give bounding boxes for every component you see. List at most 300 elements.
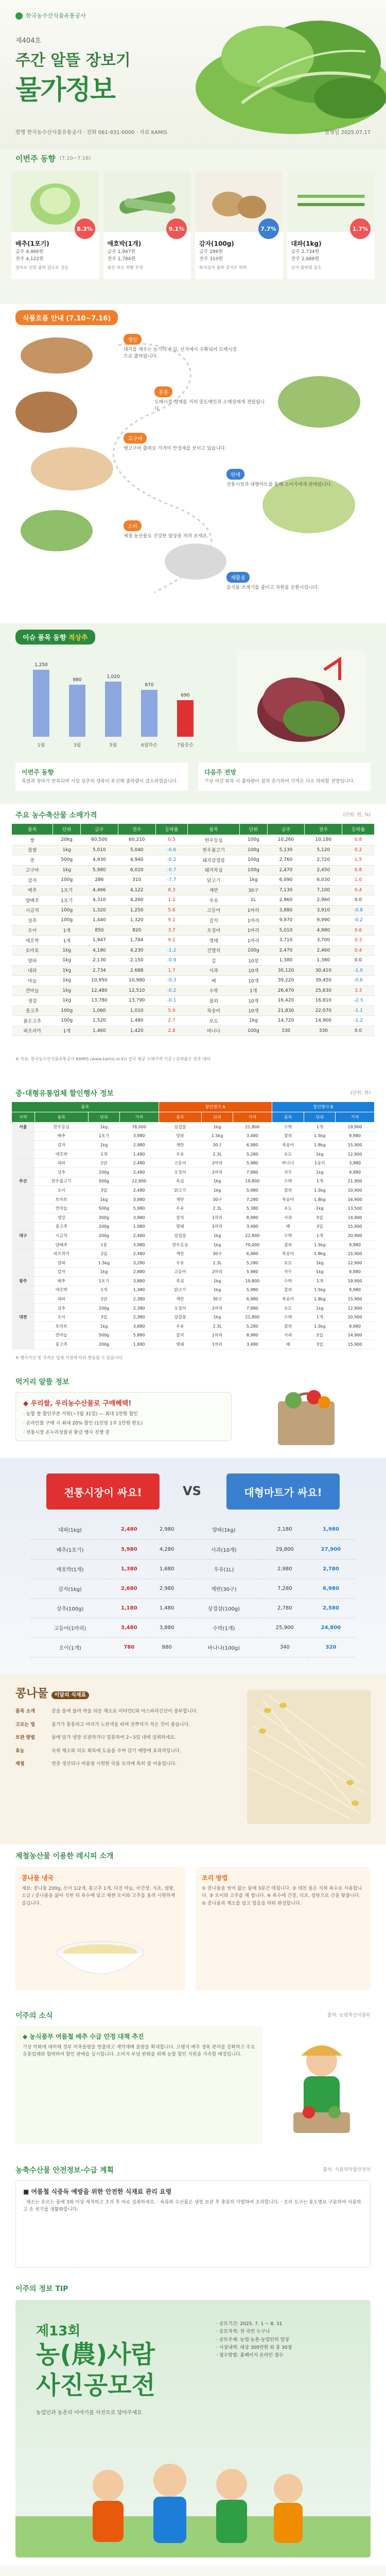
table-cell: 2.7	[155, 1016, 188, 1026]
table-cell: 14,720	[267, 1016, 305, 1026]
table-row	[12, 835, 375, 845]
table-row	[12, 1186, 375, 1195]
table-cell: 300g	[89, 1213, 120, 1222]
table-cell: 2입	[89, 1249, 120, 1259]
issue-number: 제404호	[15, 37, 41, 45]
table-cell: 3입	[89, 1313, 120, 1322]
market-row	[31, 1520, 355, 1539]
table-cell: 배	[188, 976, 240, 986]
item-prev: 전주 310원	[199, 256, 223, 262]
market-cell: 880	[149, 1637, 185, 1657]
table-row	[12, 986, 375, 996]
table-cell: 30구	[202, 1295, 233, 1304]
table-cell: 5,980	[233, 1159, 272, 1168]
card-title: 이번주 동향	[22, 769, 54, 776]
contest-title-line2: 사진공모전	[36, 2371, 155, 2400]
table-cell: 19,900	[336, 1123, 375, 1132]
market-cell: 3,880	[149, 1618, 185, 1637]
table-row	[12, 976, 375, 986]
chart-value-label: 690	[181, 692, 190, 698]
table-cell: 7,980	[233, 1303, 272, 1313]
table-cell: 양배추	[12, 895, 53, 906]
market-row	[31, 1618, 355, 1637]
table-cell: 200g	[89, 1231, 120, 1241]
column-header: 등락률	[155, 824, 188, 835]
node-label: 고구마	[124, 433, 147, 444]
table-cell: 붉은고추	[12, 1016, 53, 1026]
table-cell: 한우불고기	[188, 845, 240, 855]
contest-title-line1: 농(農)사람	[36, 2340, 155, 2369]
market-cell: 340	[263, 1637, 307, 1657]
table-cell: 포도	[272, 1303, 304, 1313]
table-cell: 1,480	[118, 1016, 155, 1026]
table-cell: 19,900	[336, 1277, 375, 1286]
table-cell: 배	[272, 1222, 304, 1231]
table-cell: 1.5	[342, 855, 375, 866]
table-row	[12, 925, 375, 936]
item-desc: 하지감자 출하 증가로 하락	[199, 265, 247, 270]
table-cell: 돼지목심	[188, 865, 240, 875]
week-heading-title: 이번주 동향	[15, 154, 56, 163]
table-cell: 1마리	[240, 905, 268, 916]
market-row	[31, 1539, 355, 1559]
region-cell	[12, 1213, 35, 1222]
week-items	[11, 171, 375, 279]
table-cell: 명태	[159, 1222, 202, 1231]
table-row	[12, 1026, 375, 1036]
table-cell: 1,250	[118, 905, 155, 916]
ingredient-info-row	[15, 1722, 232, 1729]
item-prev: 전주 4,122원	[15, 256, 44, 262]
table-cell: 5,980	[119, 1204, 159, 1213]
table-cell: 10,260	[267, 835, 305, 845]
table-cell: 9.1	[155, 916, 188, 926]
table-cell: 5,120	[305, 845, 342, 855]
chart-value-label: 980	[73, 677, 82, 683]
table-cell: 10개	[240, 976, 268, 986]
table-cell: -0.1	[155, 996, 188, 1006]
soup-bowl-icon	[51, 1927, 149, 1984]
page-subtitle: 주간 알뜰 장보기	[15, 52, 131, 70]
market-cell: 29,800	[263, 1539, 307, 1559]
market-cell: 2,480	[109, 1520, 149, 1539]
lettuce-photo	[237, 649, 365, 752]
table-cell: 1,010	[118, 1006, 155, 1016]
table-cell: 3,880	[119, 1277, 159, 1286]
table-row	[12, 945, 375, 956]
ingredient-info-row	[15, 1761, 232, 1768]
table-cell: 2,760	[267, 855, 305, 866]
vs-label: VS	[183, 1484, 201, 1498]
table-cell: 8,980	[233, 1213, 272, 1222]
chart-x-label: 5월	[109, 743, 117, 748]
table-cell: 9.1	[155, 936, 188, 946]
issue-heading	[15, 630, 95, 645]
column-header: 금주	[80, 824, 118, 835]
table-cell: 배추	[34, 1131, 89, 1141]
table-cell: 5,010	[80, 845, 118, 855]
table-cell: 9,970	[267, 916, 305, 926]
table-cell: 12,900	[336, 1258, 375, 1267]
table-cell: 갈치	[159, 1331, 202, 1340]
table-cell: 5,280	[233, 1258, 272, 1267]
node-text: 대지를 깨우는 농가의 손길, 산지에서 수확되어 도매시장으로 출하됩니다.	[124, 347, 237, 360]
issue-card-this-week	[15, 762, 188, 791]
table-cell: 양배추	[34, 1240, 89, 1249]
table-row	[12, 1313, 375, 1322]
week-item-potato	[195, 171, 283, 279]
table-cell: 1,320	[118, 916, 155, 926]
table-cell: 2,470	[267, 945, 305, 956]
ingredient-info-row	[15, 1735, 232, 1742]
table-cell: 13,500	[336, 1204, 375, 1213]
retail-price-section	[0, 804, 386, 1082]
market-cell: 양파(1kg)	[185, 1520, 263, 1539]
table-cell: 9,980	[336, 1240, 375, 1249]
table-cell: 100g	[53, 875, 81, 886]
table-cell: 0.2	[342, 845, 375, 855]
item-desc: 산지 출하량 감소	[291, 265, 322, 270]
table-cell: 3,910	[305, 905, 342, 916]
region-cell	[12, 1322, 35, 1331]
table-cell: 5.6	[155, 905, 188, 916]
table-cell: 계란	[159, 1295, 202, 1304]
tips-banner-section	[0, 1370, 386, 1458]
table-cell: 2,480	[119, 1167, 159, 1177]
market-cell: 상추(100g)	[31, 1598, 109, 1618]
contest-poster[interactable]	[15, 2300, 371, 2557]
table-cell: 6,020	[118, 865, 155, 875]
region-cell	[12, 1295, 35, 1304]
chart-x-label: 1월	[37, 743, 45, 748]
table-cell: 1단	[89, 1159, 120, 1168]
table-cell: 1,440	[80, 916, 118, 926]
node-text: 제철 농산물로 건강한 밥상을 차려 보세요.	[124, 534, 208, 539]
chart-bar	[105, 682, 121, 737]
table-cell: 생강	[12, 996, 53, 1006]
table-cell: -0.8	[342, 905, 375, 916]
table-cell: 한우등심	[188, 835, 240, 845]
table-cell: 깐마늘	[34, 1331, 89, 1340]
news-box	[15, 2026, 262, 2144]
table-cell: 100g	[240, 945, 268, 956]
table-cell: 자두	[272, 1267, 304, 1277]
table-cell: 4,940	[118, 855, 155, 866]
market-cell: 320	[307, 1637, 355, 1657]
price-table-title: 주요 농수축산물 소매가격	[15, 811, 97, 820]
large-mart-cheaper: 대형마트가 싸요!	[226, 1473, 340, 1510]
table-cell: 시금치	[12, 905, 53, 916]
info-key: 보관 방법	[15, 1735, 35, 1740]
table-cell: 갈치	[159, 1213, 202, 1222]
table-cell: -0.7	[155, 865, 188, 875]
header-section	[0, 0, 386, 149]
table-cell: 1.5kg	[89, 1258, 120, 1267]
region-cell: 부산	[12, 1177, 35, 1186]
table-cell: 1kg	[89, 1322, 120, 1331]
table-cell: 1마리	[202, 1213, 233, 1222]
region-cell	[12, 1186, 35, 1195]
table-cell: 1,784	[118, 936, 155, 946]
table-cell: 갈치	[188, 916, 240, 926]
recipe-dish-name: 콩나물 냉국	[22, 1874, 54, 1882]
table-cell: 참외	[272, 1322, 304, 1331]
ingredient-info-row	[15, 1708, 232, 1716]
market-row	[31, 1637, 355, 1657]
table-cell: 오징어	[188, 925, 240, 936]
chain-node-sweet-potato	[124, 433, 237, 452]
issue-heading-a: 이슈 품목 동향	[23, 634, 66, 642]
market-cell: 고등어(1마리)	[31, 1618, 109, 1637]
table-cell: 12,510	[118, 986, 155, 996]
table-cell: -0.3	[155, 976, 188, 986]
week-item-zucchini	[103, 171, 191, 279]
table-cell: 1kg	[202, 1177, 233, 1186]
table-cell: 오이	[12, 925, 53, 936]
table-cell: 10,980	[118, 976, 155, 986]
table-row	[12, 1258, 375, 1267]
table-cell: 5.0	[155, 1006, 188, 1016]
chain-node-produce	[124, 334, 237, 360]
table-cell: 삼겹살	[159, 1231, 202, 1241]
table-cell: 1개	[89, 1149, 120, 1159]
column-header: 금주	[267, 824, 305, 835]
table-cell: 1kg	[304, 1267, 336, 1277]
recipe-steps-title: 조리 방법	[202, 1874, 228, 1882]
table-cell: 1kg	[304, 1204, 336, 1213]
ingredient-info-list	[15, 1708, 232, 1774]
table-cell: 고등어	[159, 1159, 202, 1168]
table-cell: 39,220	[267, 976, 305, 986]
table-cell: 13,790	[118, 996, 155, 1006]
table-cell: 22,900	[119, 1177, 159, 1186]
table-cell: 12,480	[80, 986, 118, 996]
node-label: 생산	[124, 334, 142, 345]
table-row	[12, 956, 375, 966]
table-cell: 0.0	[342, 956, 375, 966]
table-cell: 21,800	[233, 1123, 272, 1132]
table-cell: 명태	[159, 1340, 202, 1349]
table-cell: 8.3	[155, 885, 188, 895]
info-value: 줄기가 통통하고 머리가 노란색을 띠며 잔뿌리가 적은 것이 좋습니다.	[51, 1722, 190, 1727]
safety-source: 출처: 식품의약품안전처	[323, 2167, 371, 2173]
table-row	[12, 1231, 375, 1241]
table-cell: 우유	[188, 895, 240, 906]
table-row	[12, 1222, 375, 1231]
table-cell: 6,980	[233, 1249, 272, 1259]
market-cell: 사과(10개)	[185, 1539, 263, 1559]
table-cell: 15,900	[336, 1222, 375, 1231]
table-cell: 삼겹살	[159, 1313, 202, 1322]
table-cell: 2,980	[119, 1141, 159, 1150]
table-cell: 21,830	[267, 1006, 305, 1016]
recipe-ingredients-text: 재료: 콩나물 200g, 오이 1/2개, 홍고추 1개, 다진 마늘, 국간장, 식초, 설탕, 소금 / 콩나물을 삶아 식힌 뒤 육수에 넣고 채썬 오이와 고추를 올려 시원하게 즐깁니다.	[22, 1886, 176, 1906]
table-cell: 시금치	[34, 1231, 89, 1241]
table-cell: 한우불고기	[34, 1177, 89, 1186]
table-cell: 1.8kg	[304, 1295, 336, 1304]
table-cell: 1개	[304, 1277, 336, 1286]
table-cell: 1개	[240, 986, 268, 996]
table-cell: 애호박	[34, 1285, 89, 1295]
table-cell: 5,280	[233, 1322, 272, 1331]
item-prev: 전주 2,688원	[291, 256, 320, 262]
column-header: 품목	[34, 1112, 89, 1123]
table-cell: 대파	[12, 965, 53, 976]
table-cell: 1kg	[304, 1167, 336, 1177]
node-label: 판매	[226, 469, 244, 480]
table-cell: 7,280	[233, 1195, 272, 1204]
table-cell: 파프리카	[12, 1026, 53, 1036]
table-cell: 6,030	[305, 875, 342, 886]
table-cell: 9,980	[336, 1167, 375, 1177]
week-heading	[0, 149, 386, 167]
table-cell: 6,980	[233, 1141, 272, 1150]
column-header: 전주	[118, 824, 155, 835]
region-cell	[12, 1149, 35, 1159]
table-cell: 닭고기	[159, 1285, 202, 1295]
region-cell	[12, 1141, 35, 1150]
table-cell: 2,480	[119, 1249, 159, 1259]
table-cell: 2마리	[202, 1303, 233, 1313]
table-cell: 9,980	[336, 1131, 375, 1141]
table-cell: 1,880	[119, 1340, 159, 1349]
news-title: ◆ 농식품부 여름철 배추 수급 안정 대책 추진	[23, 2033, 144, 2040]
table-cell: 복숭아	[272, 1195, 304, 1204]
info-key: 제철	[15, 1761, 25, 1767]
table-cell: 2,380	[119, 1303, 159, 1313]
table-cell: 2,720	[305, 855, 342, 866]
table-cell: 19,800	[233, 1177, 272, 1186]
table-cell: 오징어	[159, 1167, 202, 1177]
publish-date: 발행일 2025.07.17	[324, 130, 371, 135]
table-cell: 2.3L	[202, 1204, 233, 1213]
table-row	[12, 845, 375, 855]
discount-table	[11, 1101, 375, 1349]
table-cell: 목심	[159, 1177, 202, 1186]
table-cell: 닭고기	[159, 1186, 202, 1195]
column-header: 가격	[119, 1112, 159, 1123]
table-cell: 1개	[53, 936, 81, 946]
chart-value-label: 1,250	[34, 663, 48, 668]
table-cell: 6,090	[267, 875, 305, 886]
table-cell: 16,900	[336, 1195, 375, 1204]
safety-box	[15, 2180, 371, 2268]
table-cell: 참외	[272, 1240, 304, 1249]
table-cell: 1kg	[53, 976, 81, 986]
table-cell: -1.0	[342, 965, 375, 976]
item-name: 대파(1kg)	[291, 240, 322, 247]
table-cell: 1kg	[53, 845, 81, 855]
table-cell: 1,460	[80, 1026, 118, 1036]
table-cell: -1.2	[342, 1016, 375, 1026]
table-cell: 5,980	[233, 1285, 272, 1295]
table-cell: 3,700	[305, 936, 342, 946]
info-key: 효능	[15, 1748, 25, 1754]
table-cell: 0.8	[342, 865, 375, 875]
table-row	[12, 1267, 375, 1277]
table-cell: 2.8	[155, 1026, 188, 1036]
table-cell: 고등어	[159, 1267, 202, 1277]
issue-item-section	[0, 623, 386, 804]
table-cell: 100g	[240, 855, 268, 866]
table-cell: 1kg	[202, 1313, 233, 1322]
safety-title: ■ 여름철 식중독 예방을 위한 안전한 식재료 관리 요령	[23, 2188, 172, 2195]
table-cell: 4,122	[118, 885, 155, 895]
market-cell: 6,980	[307, 1579, 355, 1598]
table-cell: 2,130	[80, 956, 118, 966]
change-badge: 1.7%	[350, 218, 371, 239]
table-cell: 3,480	[233, 1340, 272, 1349]
item-price: 금주 4,466원	[15, 249, 44, 255]
tips-title: 먹거리 알뜰 정보	[15, 1378, 69, 1386]
table-cell: 파프리카	[34, 1249, 89, 1259]
table-cell: 대파	[34, 1295, 89, 1304]
market-cell: 애호박(1개)	[31, 1559, 109, 1579]
market-cell: 삼겹살(100g)	[185, 1598, 263, 1618]
table-cell: 2,960	[267, 895, 305, 906]
table-cell: 쌀	[12, 835, 53, 845]
table-cell: 수박	[188, 986, 240, 996]
table-cell: 22,800	[233, 1231, 272, 1241]
node-label: 소비	[124, 520, 142, 531]
region-cell: 서울	[12, 1123, 35, 1132]
table-cell: 30구	[202, 1195, 233, 1204]
table-cell: 참외	[188, 996, 240, 1006]
table-cell: 1L	[240, 895, 268, 906]
market-cell: 계란(30구)	[185, 1579, 263, 1598]
table-cell: 4,466	[80, 885, 118, 895]
column-header: 단위	[202, 1112, 233, 1123]
table-cell: 포도	[188, 1016, 240, 1026]
table-cell: 마늘	[12, 976, 53, 986]
table-cell: 1,480	[119, 1149, 159, 1159]
hero-vegetable-illustration	[165, 0, 386, 139]
table-cell: 풋고추	[34, 1340, 89, 1349]
table-cell: 2,734	[80, 965, 118, 976]
table-cell: 5,980	[80, 865, 118, 875]
table-cell: 찹쌀	[12, 845, 53, 855]
publish-meta: 발행 한국농수산식품유통공사 · 전화 061-931-0000 · 자료 KAMIS	[15, 130, 167, 135]
table-cell: 0.3	[342, 936, 375, 946]
group-c-header: 할인행사 B	[272, 1102, 374, 1112]
lettuce-icon	[237, 649, 365, 752]
table-cell: 1개	[53, 925, 81, 936]
week-heading-period: (7.10~7.16)	[59, 155, 91, 161]
table-cell: 850	[80, 925, 118, 936]
market-cell: 감자(1kg)	[31, 1579, 109, 1598]
discount-table-title: 중·대형유통업체 할인행사 정보	[15, 1090, 114, 1098]
table-cell: 0.8	[342, 835, 375, 845]
table-cell: 12,900	[336, 1303, 375, 1313]
table-cell: 0.6	[342, 925, 375, 936]
news-text: 기상 악화에 대비해 정부 비축물량을 방출하고 계약재배 물량을 확대합니다. 고랭지 배추 생육 관리를 강화하고 주요 유통업체와 협력하여 할인 판매를 실시합니다. 소비자 부담 완화를 위해 농할 할인 지원을 지속할 예정입니다.	[23, 2045, 255, 2058]
column-header: 가격	[336, 1112, 375, 1123]
table-cell: 1.8kg	[304, 1195, 336, 1204]
news-section	[0, 2004, 386, 2159]
table-cell: 오징어	[159, 1303, 202, 1313]
table-cell: 5,010	[267, 925, 305, 936]
chain-node-recycle	[226, 572, 340, 591]
market-cell: 오이(1개)	[31, 1637, 109, 1657]
table-cell: 바나나	[188, 1026, 240, 1036]
table-cell: 1,320	[80, 905, 118, 916]
table-row	[12, 1249, 375, 1259]
table-cell: 2,470	[267, 865, 305, 875]
table-cell: 1마리	[240, 925, 268, 936]
chart-bar	[141, 690, 157, 737]
table-cell: 26,470	[267, 986, 305, 996]
table-cell: 토마토	[34, 1322, 89, 1331]
